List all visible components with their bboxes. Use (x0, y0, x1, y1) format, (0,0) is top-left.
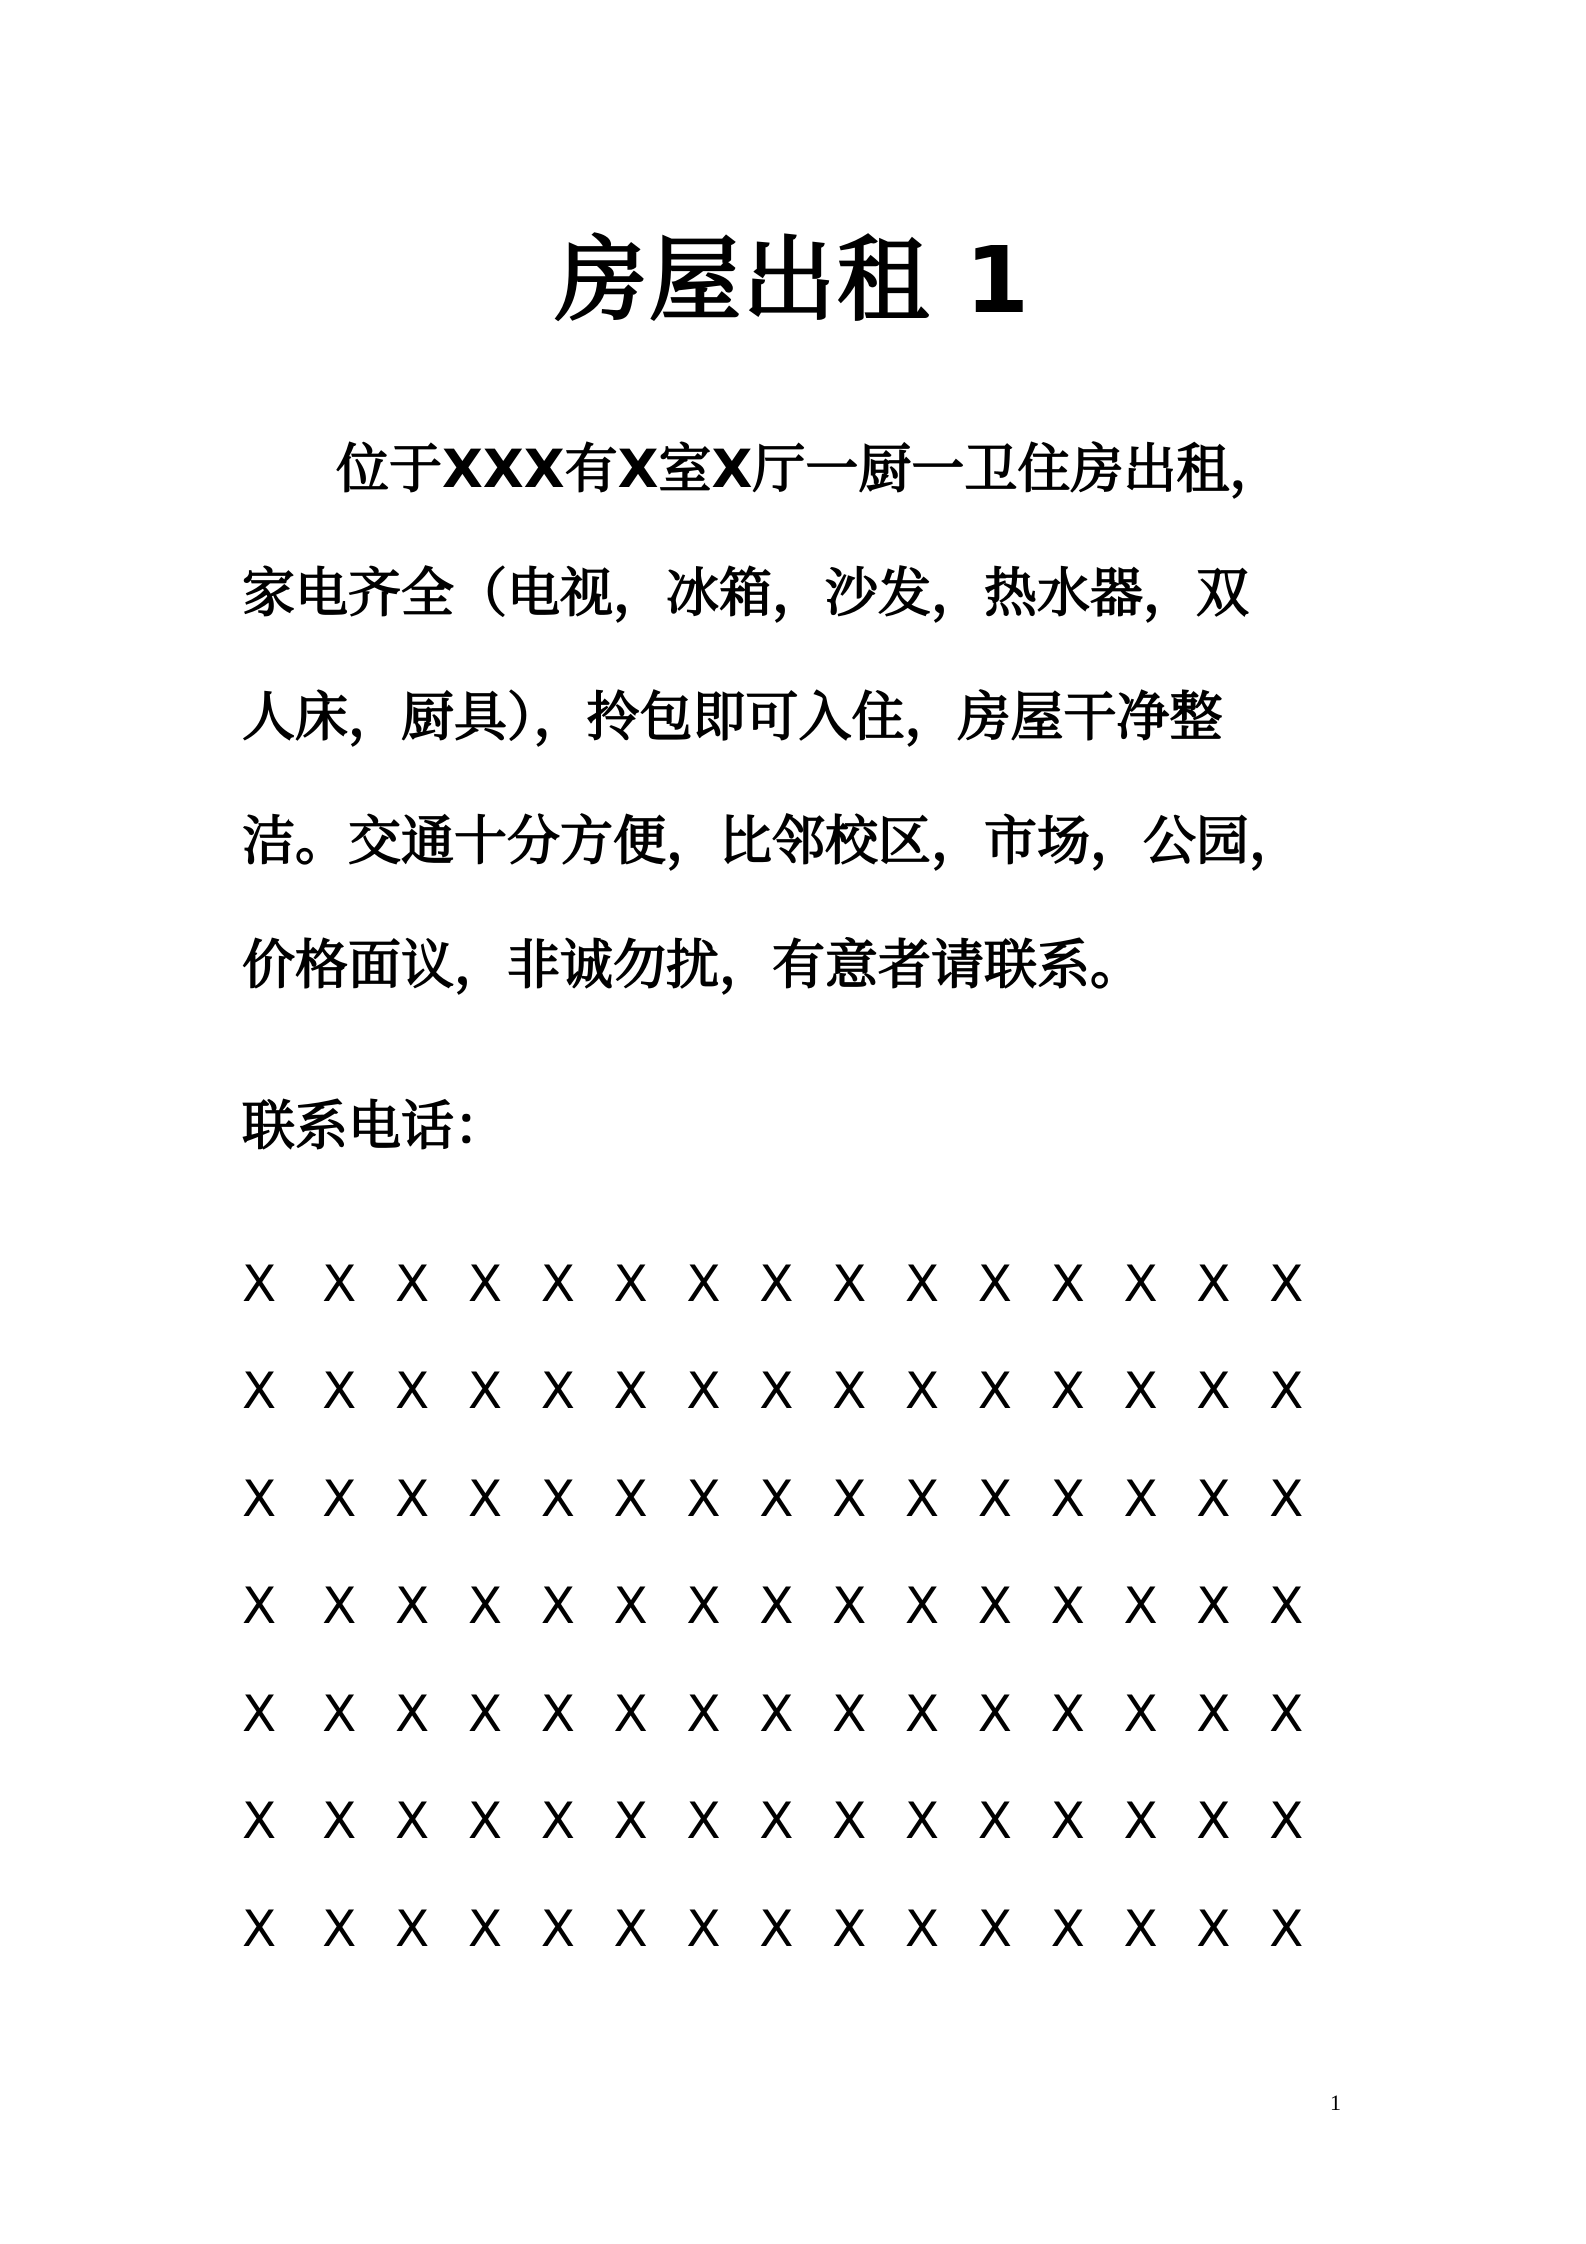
placeholder-char: X (904, 1254, 940, 1313)
placeholder-char: X (1269, 1469, 1304, 1528)
paragraph-line: 位于XXX有X室X厅一厨一卫住房出租， (336, 439, 1283, 500)
placeholder-char: X (977, 1362, 1013, 1421)
placeholder-char: X (1123, 1792, 1158, 1851)
placeholder-row (242, 1660, 1342, 1768)
placeholder-char: X (467, 1899, 503, 1958)
placeholder-char: X (977, 1899, 1013, 1958)
placeholder-char: X (1196, 1899, 1231, 1958)
placeholder-char: X (467, 1792, 503, 1851)
placeholder-char: X (1269, 1684, 1304, 1743)
placeholder-char: X (613, 1792, 648, 1851)
placeholder-char: X (467, 1362, 503, 1421)
placeholder-char: X (1269, 1577, 1304, 1636)
placeholder-char: X (1050, 1362, 1085, 1421)
placeholder-char: X (1050, 1254, 1085, 1313)
placeholder-char: X (1050, 1469, 1085, 1528)
placeholder-char: X (832, 1899, 867, 1958)
placeholder-char: X (395, 1577, 430, 1636)
placeholder-char: X (1269, 1362, 1304, 1421)
placeholder-char: X (322, 1469, 357, 1528)
placeholder-char: X (1050, 1899, 1085, 1958)
placeholder-char: X (832, 1362, 867, 1421)
placeholder-char: X (686, 1792, 721, 1851)
paragraph-line: 洁。交通十分方便，比邻校区，市场，公园， (242, 811, 1302, 872)
placeholder-char: X (832, 1577, 867, 1636)
placeholder-char: X (686, 1899, 721, 1958)
placeholder-char: X (395, 1899, 430, 1958)
placeholder-char: X (759, 1684, 794, 1743)
placeholder-char: X (540, 1899, 575, 1958)
placeholder-char: X (686, 1577, 721, 1636)
placeholder-char: X (759, 1362, 794, 1421)
placeholder-char: X (540, 1792, 575, 1851)
placeholder-char: X (977, 1469, 1013, 1528)
placeholder-char: X (395, 1684, 430, 1743)
placeholder-char: X (977, 1254, 1013, 1313)
placeholder-char: X (977, 1792, 1013, 1851)
placeholder-char: X (242, 1362, 277, 1421)
placeholder-char: X (242, 1577, 277, 1636)
placeholder-char: X (1123, 1684, 1158, 1743)
placeholder-char: X (467, 1684, 503, 1743)
placeholder-char: X (759, 1577, 794, 1636)
placeholder-row (242, 1553, 1342, 1661)
placeholder-char: X (1050, 1577, 1085, 1636)
placeholder-char: X (977, 1684, 1013, 1743)
placeholder-char: X (322, 1792, 357, 1851)
placeholder-char: X (540, 1254, 575, 1313)
placeholder-char: X (1196, 1362, 1231, 1421)
placeholder-char: X (686, 1362, 721, 1421)
placeholder-char: X (1196, 1254, 1231, 1313)
placeholder-char: X (467, 1577, 503, 1636)
paragraph-line: 家电齐全（电视，冰箱，沙发，热水器，双 (242, 563, 1249, 624)
placeholder-char: X (242, 1469, 277, 1528)
placeholder-char: X (1196, 1469, 1231, 1528)
placeholder-char: X (1123, 1362, 1158, 1421)
placeholder-char: X (904, 1577, 940, 1636)
rental-description (242, 408, 1352, 1028)
placeholder-char: X (242, 1792, 277, 1851)
placeholder-char: X (904, 1684, 940, 1743)
placeholder-char: X (242, 1254, 277, 1313)
placeholder-row (242, 1875, 1342, 1983)
paragraph-line: 价格面议，非诚勿扰，有意者请联系。 (242, 935, 1143, 996)
placeholder-row (242, 1338, 1342, 1446)
placeholder-char: X (322, 1254, 357, 1313)
placeholder-char: X (904, 1899, 940, 1958)
placeholder-char: X (904, 1469, 940, 1528)
placeholder-char: X (1196, 1577, 1231, 1636)
document-title: 房屋出租 1 (554, 227, 1032, 334)
placeholder-char: X (1123, 1577, 1158, 1636)
placeholder-char: X (613, 1254, 648, 1313)
placeholder-char: X (832, 1469, 867, 1528)
placeholder-char: X (832, 1792, 867, 1851)
placeholder-char: X (977, 1577, 1013, 1636)
placeholder-char: X (904, 1362, 940, 1421)
placeholder-char: X (1123, 1254, 1158, 1313)
page-number: 1 (1330, 2090, 1341, 2115)
placeholder-char: X (1123, 1469, 1158, 1528)
placeholder-char: X (322, 1362, 357, 1421)
placeholder-row (242, 1445, 1342, 1553)
contact-phone-label: 联系电话： (242, 1096, 507, 1157)
placeholder-row (242, 1230, 1342, 1338)
placeholder-char: X (395, 1469, 430, 1528)
placeholder-char: X (1123, 1899, 1158, 1958)
placeholder-char: X (759, 1254, 794, 1313)
placeholder-char: X (322, 1899, 357, 1958)
placeholder-char: X (242, 1899, 277, 1958)
placeholder-char: X (467, 1254, 503, 1313)
placeholder-char: X (322, 1684, 357, 1743)
placeholder-char: X (904, 1792, 940, 1851)
placeholder-char: X (395, 1254, 430, 1313)
placeholder-char: X (613, 1469, 648, 1528)
placeholder-char: X (467, 1469, 503, 1528)
placeholder-char: X (686, 1469, 721, 1528)
placeholder-char: X (759, 1792, 794, 1851)
placeholder-char: X (613, 1362, 648, 1421)
placeholder-char: X (832, 1254, 867, 1313)
placeholder-char: X (540, 1469, 575, 1528)
placeholder-char: X (1269, 1792, 1304, 1851)
placeholder-char: X (395, 1792, 430, 1851)
placeholder-char: X (540, 1362, 575, 1421)
placeholder-row (242, 1768, 1342, 1876)
phone-placeholder-grid (242, 1230, 1342, 1983)
placeholder-char: X (242, 1684, 277, 1743)
placeholder-char: X (1050, 1792, 1085, 1851)
placeholder-char: X (540, 1684, 575, 1743)
placeholder-char: X (1196, 1792, 1231, 1851)
placeholder-char: X (395, 1362, 430, 1421)
placeholder-char: X (322, 1577, 357, 1636)
placeholder-char: X (759, 1899, 794, 1958)
placeholder-char: X (759, 1469, 794, 1528)
placeholder-char: X (540, 1577, 575, 1636)
paragraph-line: 人床，厨具），拎包即可入住，房屋干净整 (242, 687, 1223, 748)
placeholder-char: X (1269, 1254, 1304, 1313)
placeholder-char: X (613, 1899, 648, 1958)
placeholder-char: X (613, 1577, 648, 1636)
placeholder-char: X (1269, 1899, 1304, 1958)
placeholder-char: X (686, 1254, 721, 1313)
placeholder-char: X (686, 1684, 721, 1743)
placeholder-char: X (613, 1684, 648, 1743)
placeholder-char: X (832, 1684, 867, 1743)
placeholder-char: X (1050, 1684, 1085, 1743)
placeholder-char: X (1196, 1684, 1231, 1743)
